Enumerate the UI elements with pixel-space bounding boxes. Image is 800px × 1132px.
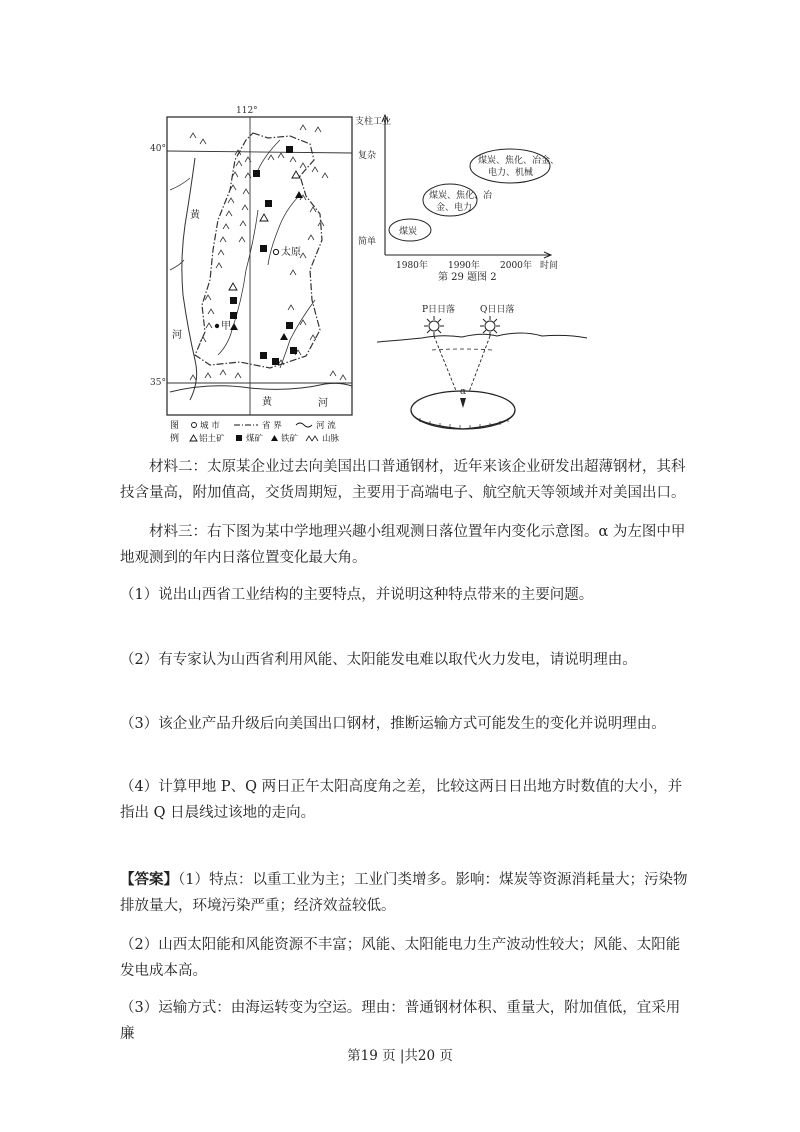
y-bottom-label: 简单 (358, 237, 377, 247)
svg-text:山脉: 山脉 (322, 434, 340, 444)
lat-top-label: 40° (150, 144, 166, 154)
x-axis-label: 时间 (540, 261, 559, 271)
page-footer: 第19 页 |共20 页 (347, 1048, 453, 1064)
bauxite-markers (229, 171, 300, 290)
stage-label-2000-a: 煤炭、焦化、冶金、 (478, 156, 560, 166)
industry-chart (350, 110, 580, 285)
river-label: 河 (172, 330, 182, 341)
shanxi-map (150, 100, 365, 445)
stage-label-1980: 煤炭 (399, 227, 418, 237)
svg-text:省 界: 省 界 (262, 421, 282, 431)
sun-q-icon (480, 316, 500, 336)
river-label: 黄 (262, 397, 272, 408)
stage-label-2000-b: 电力、机械 (488, 168, 534, 178)
jia-label: 甲 (221, 321, 231, 332)
p-sunset-label: P日日落 (422, 305, 456, 315)
question-3: （3）该企业产品升级后向美国出口钢材，推断运输方式可能发生的变化并说明理由。 (120, 716, 666, 732)
river-label: 黄 (190, 210, 200, 221)
q-sunset-label: Q日日落 (480, 305, 515, 315)
jia-marker (215, 324, 219, 328)
material-two: 材料二：太原某企业过去向美国出口普通钢材，近年来该企业研发出超薄钢材，其科技含量高，附加值高，交货周期短，主要用于高端电子、航空航天等领域并对美国出口。 (120, 459, 686, 501)
lon-label: 112° (236, 106, 258, 116)
y-axis-label: 支柱工业 (355, 117, 392, 127)
answer-3: （3）运输方式：由海运转变为空运。理由：普通钢材体积、重量大，附加值低，宜采用廉 (120, 1000, 681, 1042)
answer-2: （2）山西太阳能和风能资源不丰富；风能、太阳能电力生产波动性较大；风能、太阳能发电成本高。 (120, 937, 681, 979)
legend-head: 例 (170, 434, 180, 444)
x-tick-2000: 2000年 (500, 261, 532, 271)
taiyuan-city-marker (273, 249, 278, 254)
horizon-line (377, 333, 587, 342)
x-tick-1980: 1980年 (396, 261, 428, 271)
sunset-diagram (372, 300, 592, 445)
stage-label-1990-a: 煤炭、焦化、冶 (429, 191, 493, 201)
figure-caption: 第 29 题图 2 (438, 272, 497, 283)
yellow-river-west (182, 158, 197, 400)
svg-text:河 流: 河 流 (316, 421, 336, 431)
question-2: （2）有专家认为山西省利用风能、太阳能发电难以取代火力发电，请说明理由。 (120, 652, 637, 668)
stage-label-1990-b: 金、电力 (436, 203, 473, 213)
answer-1: 【答案】（1）特点：以重工业为主；工业门类增多。影响：煤炭等资源消耗量大；污染物排放量大，环境污染严重；经济效益较低。 (120, 871, 688, 914)
question-4: （4）计算甲地 P、Q 两日正午太阳高度角之差，比较这两日日出地方时数值的大小，并指出 Q 日晨线过该地的走向。 (120, 779, 683, 821)
y-top-label: 复杂 (358, 151, 377, 161)
lat-bottom-label: 35° (150, 378, 166, 388)
mountain-symbols (190, 125, 346, 380)
river-label: 河 (318, 398, 328, 409)
sun-p-icon (424, 316, 444, 336)
yellow-river-south (170, 383, 352, 392)
taiyuan-label: 太原 (281, 247, 301, 258)
answer-tag: 【答案】 (120, 871, 178, 888)
legend-head: 图 (170, 421, 180, 431)
alpha-label: α (460, 387, 467, 397)
svg-text:城 市: 城 市 (200, 421, 220, 431)
iron-mine-markers (230, 191, 303, 340)
svg-text:铝土矿: 铝土矿 (199, 434, 225, 444)
svg-text:铁矿: 铁矿 (281, 434, 299, 444)
fen-river (218, 210, 258, 355)
x-tick-1990: 1990年 (448, 261, 480, 271)
material-three: 材料三：右下图为某中学地理兴趣小组观测日落位置年内变化示意图。α 为左图中甲地观测到的年内日落位置变化最大角。 (120, 524, 686, 566)
map-legend (170, 420, 340, 444)
question-1: （1）说出山西省工业结构的主要特点，并说明这种特点带来的主要问题。 (120, 587, 594, 603)
svg-text:煤矿: 煤矿 (246, 434, 264, 444)
